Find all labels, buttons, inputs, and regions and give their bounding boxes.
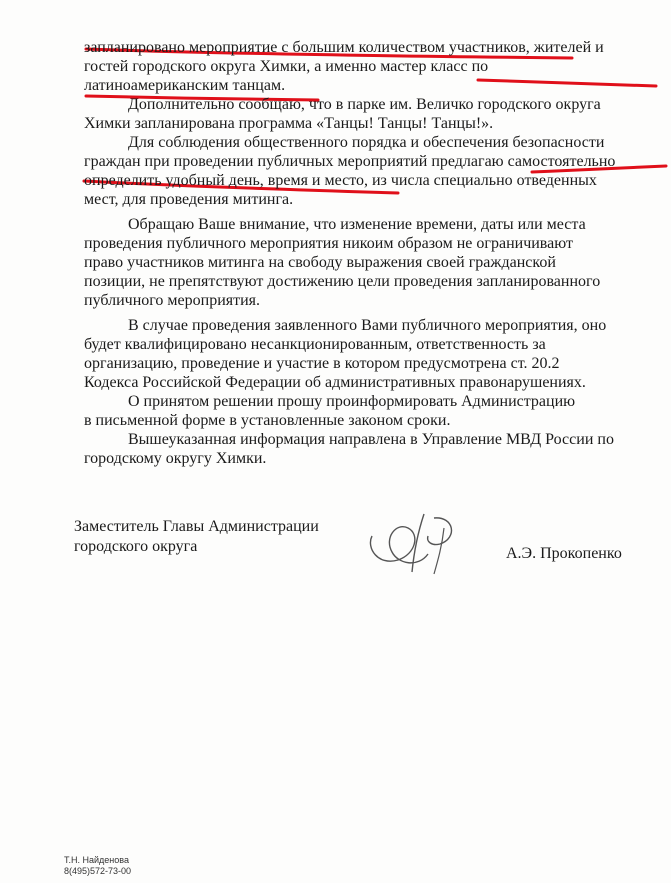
paragraph-line: будет квалифицировано несанкционированным, ответственность за — [84, 336, 546, 353]
paragraph-line: Дополнительно сообщаю, что в парке им. Величко городского округа — [128, 96, 601, 113]
paragraph-2 — [84, 95, 654, 133]
position-title-line1: Заместитель Главы Администрации — [74, 518, 319, 535]
paragraph-line: право участников митинга на свободу выражения своей гражданской — [84, 254, 556, 271]
signatory-position — [74, 517, 364, 557]
executor-name: Т.Н. Найденова — [64, 855, 129, 865]
handwritten-signature — [358, 508, 468, 578]
paragraph-line: мест, для проведения митинга. — [84, 191, 294, 208]
paragraph-line: определить удобный день, время и место, из числа специально отведенных — [84, 172, 597, 189]
paragraph-line: позиции, не препятствуют достижению цели проведения запланированного — [84, 273, 601, 290]
executor-footer — [64, 855, 131, 877]
paragraph-line: латиноамериканским танцам. — [84, 77, 286, 94]
paragraph-line: Для соблюдения общественного порядка и обеспечения безопасности — [128, 134, 605, 151]
paragraph-line: городскому округу Химки. — [84, 450, 267, 467]
paragraph-line: О принятом решении прошу проинформировать Администрацию — [128, 393, 576, 410]
paragraph-line: организацию, проведение и участие в котором предусмотрена ст. 20.2 — [84, 355, 560, 372]
paragraph-line: в письменной форме в установленные законом сроки. — [84, 412, 451, 429]
paragraph-5 — [84, 316, 654, 392]
executor-phone: 8(495)572-73-00 — [64, 866, 132, 876]
paragraph-line: Обращаю Ваше внимание, что изменение времени, даты или места — [128, 216, 586, 233]
paragraph-line: проведения публичного мероприятия никоим образом не ограничивают — [84, 235, 573, 252]
paragraph-line: граждан при проведении публичных мероприятий предлагаю самостоятельно — [84, 153, 616, 170]
position-title-line2: городского округа — [74, 538, 198, 555]
paragraph-line: гостей городского округа Химки, а именно мастер класс по — [84, 58, 489, 75]
paragraph-1 — [84, 38, 654, 95]
paragraph-line: Химки запланирована программа «Танцы! Танцы! Танцы!». — [84, 115, 494, 132]
paragraph-7 — [84, 430, 654, 468]
paragraph-line: Вышеуказанная информация направлена в Управление МВД России по — [128, 431, 614, 448]
paragraph-line: В случае проведения заявленного Вами публичного мероприятия, оно — [128, 317, 607, 334]
paragraph-line: запланировано мероприятие с большим количеством участников, жителей и — [84, 39, 604, 56]
paragraph-line: Кодекса Российской Федерации об административных правонарушениях. — [84, 374, 586, 391]
paragraph-line: публичного мероприятия. — [84, 292, 261, 309]
paragraph-6 — [84, 392, 654, 430]
signer-name: А.Э. Прокопенко — [506, 545, 622, 562]
letter-body — [84, 38, 654, 468]
paragraph-4 — [84, 215, 654, 310]
paragraph-3 — [84, 133, 654, 209]
